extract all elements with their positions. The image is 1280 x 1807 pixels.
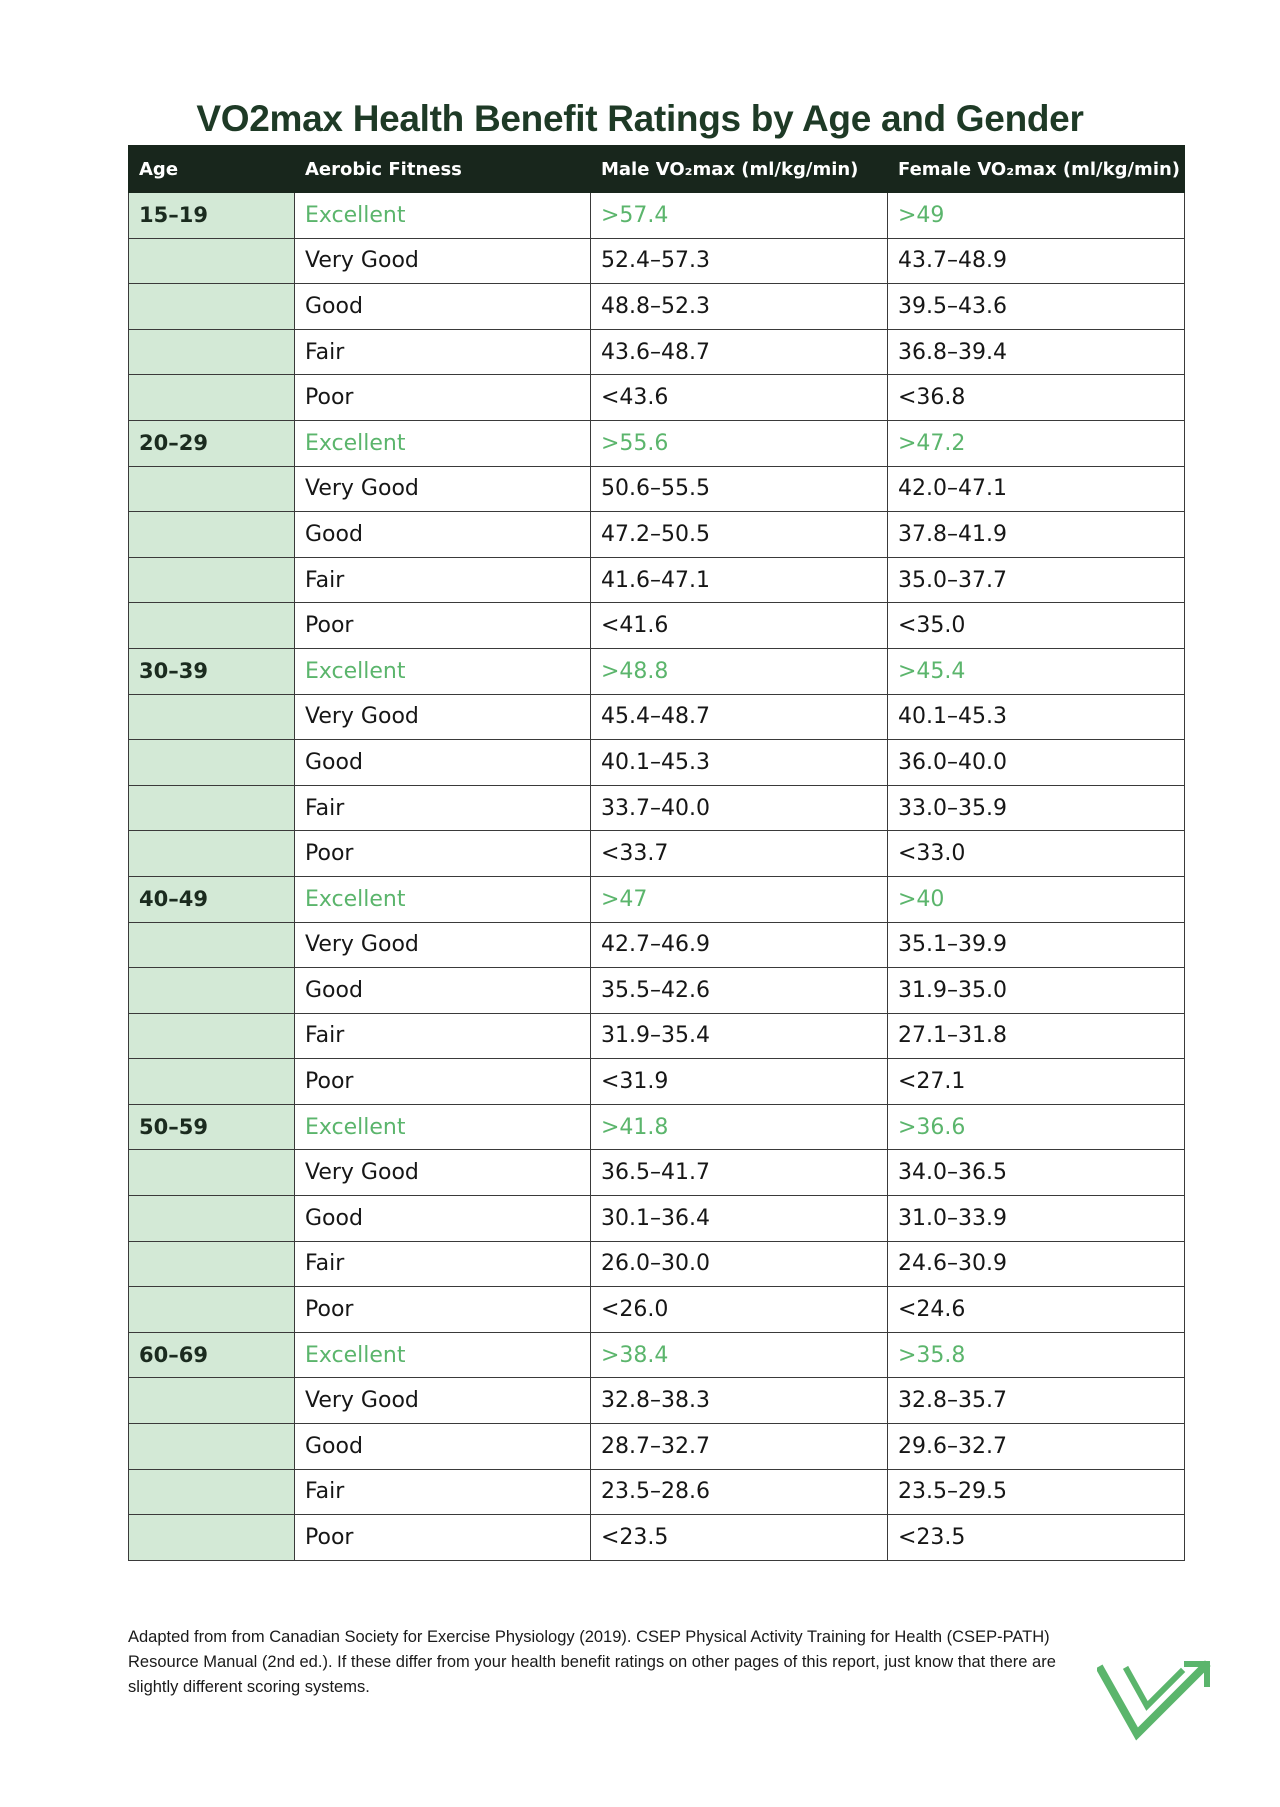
age-group-cell bbox=[129, 375, 295, 421]
age-group-cell bbox=[129, 238, 295, 284]
table-row bbox=[129, 648, 1185, 694]
fitness-rating-cell: Very Good bbox=[295, 238, 591, 284]
female-vo2max-cell: 35.1–39.9 bbox=[888, 922, 1185, 968]
female-vo2max-cell: 27.1–31.8 bbox=[888, 1013, 1185, 1059]
age-group-cell: 50–59 bbox=[129, 1104, 295, 1150]
male-vo2max-cell: <33.7 bbox=[591, 831, 888, 877]
age-group-cell: 30–39 bbox=[129, 648, 295, 694]
male-vo2max-cell: 23.5–28.6 bbox=[591, 1469, 888, 1515]
fitness-rating-cell: Good bbox=[295, 1196, 591, 1242]
table-row bbox=[129, 375, 1185, 421]
male-vo2max-cell: >48.8 bbox=[591, 648, 888, 694]
female-vo2max-cell: 33.0–35.9 bbox=[888, 785, 1185, 831]
fitness-rating-cell: Poor bbox=[295, 1515, 591, 1561]
male-vo2max-cell: >41.8 bbox=[591, 1104, 888, 1150]
male-vo2max-cell: 40.1–45.3 bbox=[591, 740, 888, 786]
page-title: VO2max Health Benefit Ratings by Age and Gender bbox=[196, 98, 1084, 139]
male-vo2max-cell: 31.9–35.4 bbox=[591, 1013, 888, 1059]
age-group-cell bbox=[129, 831, 295, 877]
fitness-rating-cell: Poor bbox=[295, 1287, 591, 1333]
male-vo2max-cell: 32.8–38.3 bbox=[591, 1378, 888, 1424]
age-group-cell bbox=[129, 603, 295, 649]
male-vo2max-cell: 41.6–47.1 bbox=[591, 557, 888, 603]
vo2max-ratings-table bbox=[128, 145, 1185, 1561]
female-vo2max-cell: >45.4 bbox=[888, 648, 1185, 694]
female-vo2max-cell: 36.0–40.0 bbox=[888, 740, 1185, 786]
fitness-rating-cell: Fair bbox=[295, 1013, 591, 1059]
table-row bbox=[129, 1013, 1185, 1059]
source-footnote: Adapted from from Canadian Society for Exercise Physiology (2019). CSEP Physical Activity Training for Health (CSEP-PATH) Resource Manual (2nd ed.). If these differ from your health benefit ratings on other pages of this report, just know that there are slightly different scoring systems. bbox=[128, 1628, 1056, 1696]
header-aerobic-fitness: Aerobic Fitness bbox=[295, 146, 591, 193]
age-group-cell bbox=[129, 1150, 295, 1196]
age-group-cell bbox=[129, 329, 295, 375]
table-row bbox=[129, 557, 1185, 603]
age-group-cell bbox=[129, 694, 295, 740]
header-age: Age bbox=[129, 146, 295, 193]
table-row bbox=[129, 1469, 1185, 1515]
male-vo2max-cell: <43.6 bbox=[591, 375, 888, 421]
female-vo2max-cell: 42.0–47.1 bbox=[888, 466, 1185, 512]
age-group-cell bbox=[129, 512, 295, 558]
table-row bbox=[129, 193, 1185, 239]
female-vo2max-cell: >47.2 bbox=[888, 420, 1185, 466]
male-vo2max-cell: <23.5 bbox=[591, 1515, 888, 1561]
fitness-rating-cell: Good bbox=[295, 740, 591, 786]
age-group-cell bbox=[129, 922, 295, 968]
table-row bbox=[129, 831, 1185, 877]
female-vo2max-cell: 35.0–37.7 bbox=[888, 557, 1185, 603]
table-row bbox=[129, 1196, 1185, 1242]
fitness-rating-cell: Very Good bbox=[295, 694, 591, 740]
female-vo2max-cell: 40.1–45.3 bbox=[888, 694, 1185, 740]
female-vo2max-cell: 24.6–30.9 bbox=[888, 1241, 1185, 1287]
table-header-row bbox=[129, 146, 1185, 193]
fitness-rating-cell: Fair bbox=[295, 785, 591, 831]
table-row bbox=[129, 1104, 1185, 1150]
table-row bbox=[129, 603, 1185, 649]
age-group-cell bbox=[129, 1378, 295, 1424]
female-vo2max-cell: <24.6 bbox=[888, 1287, 1185, 1333]
fitness-rating-cell: Good bbox=[295, 284, 591, 330]
male-vo2max-cell: 28.7–32.7 bbox=[591, 1424, 888, 1470]
age-group-cell bbox=[129, 785, 295, 831]
female-vo2max-cell: 32.8–35.7 bbox=[888, 1378, 1185, 1424]
age-group-cell bbox=[129, 740, 295, 786]
age-group-cell bbox=[129, 968, 295, 1014]
table-row bbox=[129, 1150, 1185, 1196]
female-vo2max-cell: >35.8 bbox=[888, 1332, 1185, 1378]
female-vo2max-cell: 29.6–32.7 bbox=[888, 1424, 1185, 1470]
female-vo2max-cell: 43.7–48.9 bbox=[888, 238, 1185, 284]
fitness-rating-cell: Excellent bbox=[295, 1332, 591, 1378]
female-vo2max-cell: 34.0–36.5 bbox=[888, 1150, 1185, 1196]
table-row bbox=[129, 466, 1185, 512]
fitness-rating-cell: Fair bbox=[295, 557, 591, 603]
fitness-rating-cell: Poor bbox=[295, 375, 591, 421]
male-vo2max-cell: >38.4 bbox=[591, 1332, 888, 1378]
female-vo2max-cell: <36.8 bbox=[888, 375, 1185, 421]
table-row bbox=[129, 1059, 1185, 1105]
age-group-cell bbox=[129, 284, 295, 330]
table-row bbox=[129, 1378, 1185, 1424]
female-vo2max-cell: 36.8–39.4 bbox=[888, 329, 1185, 375]
age-group-cell: 15–19 bbox=[129, 193, 295, 239]
fitness-rating-cell: Good bbox=[295, 1424, 591, 1470]
male-vo2max-cell: <31.9 bbox=[591, 1059, 888, 1105]
female-vo2max-cell: 31.9–35.0 bbox=[888, 968, 1185, 1014]
table-row bbox=[129, 1332, 1185, 1378]
brand-v-logo-icon bbox=[1097, 1660, 1213, 1742]
table-row bbox=[129, 694, 1185, 740]
header-male-vo2max: Male VO₂max (ml/kg/min) bbox=[591, 146, 888, 193]
table-body bbox=[129, 193, 1185, 1561]
fitness-rating-cell: Very Good bbox=[295, 1150, 591, 1196]
age-group-cell bbox=[129, 466, 295, 512]
male-vo2max-cell: 48.8–52.3 bbox=[591, 284, 888, 330]
fitness-rating-cell: Fair bbox=[295, 329, 591, 375]
table-row bbox=[129, 238, 1185, 284]
male-vo2max-cell: 33.7–40.0 bbox=[591, 785, 888, 831]
male-vo2max-cell: <41.6 bbox=[591, 603, 888, 649]
male-vo2max-cell: >55.6 bbox=[591, 420, 888, 466]
male-vo2max-cell: 50.6–55.5 bbox=[591, 466, 888, 512]
male-vo2max-cell: 30.1–36.4 bbox=[591, 1196, 888, 1242]
table-row bbox=[129, 512, 1185, 558]
male-vo2max-cell: 26.0–30.0 bbox=[591, 1241, 888, 1287]
age-group-cell bbox=[129, 1424, 295, 1470]
fitness-rating-cell: Very Good bbox=[295, 1378, 591, 1424]
fitness-rating-cell: Excellent bbox=[295, 876, 591, 922]
table-row bbox=[129, 740, 1185, 786]
header-female-vo2max: Female VO₂max (ml/kg/min) bbox=[888, 146, 1185, 193]
table-row bbox=[129, 284, 1185, 330]
female-vo2max-cell: <33.0 bbox=[888, 831, 1185, 877]
age-group-cell bbox=[129, 557, 295, 603]
age-group-cell bbox=[129, 1515, 295, 1561]
male-vo2max-cell: >47 bbox=[591, 876, 888, 922]
table-row bbox=[129, 968, 1185, 1014]
male-vo2max-cell: >57.4 bbox=[591, 193, 888, 239]
fitness-rating-cell: Poor bbox=[295, 603, 591, 649]
female-vo2max-cell: 37.8–41.9 bbox=[888, 512, 1185, 558]
age-group-cell bbox=[129, 1013, 295, 1059]
fitness-rating-cell: Excellent bbox=[295, 420, 591, 466]
age-group-cell bbox=[129, 1059, 295, 1105]
female-vo2max-cell: <23.5 bbox=[888, 1515, 1185, 1561]
fitness-rating-cell: Very Good bbox=[295, 466, 591, 512]
age-group-cell: 20–29 bbox=[129, 420, 295, 466]
age-group-cell: 40–49 bbox=[129, 876, 295, 922]
table-row bbox=[129, 876, 1185, 922]
table-row bbox=[129, 1287, 1185, 1333]
age-group-cell bbox=[129, 1196, 295, 1242]
table-row bbox=[129, 420, 1185, 466]
table-row bbox=[129, 785, 1185, 831]
table-row bbox=[129, 1424, 1185, 1470]
age-group-cell bbox=[129, 1241, 295, 1287]
fitness-rating-cell: Very Good bbox=[295, 922, 591, 968]
fitness-rating-cell: Excellent bbox=[295, 648, 591, 694]
female-vo2max-cell: 23.5–29.5 bbox=[888, 1469, 1185, 1515]
male-vo2max-cell: 36.5–41.7 bbox=[591, 1150, 888, 1196]
table-row bbox=[129, 922, 1185, 968]
male-vo2max-cell: 52.4–57.3 bbox=[591, 238, 888, 284]
male-vo2max-cell: 35.5–42.6 bbox=[591, 968, 888, 1014]
fitness-rating-cell: Poor bbox=[295, 1059, 591, 1105]
fitness-rating-cell: Fair bbox=[295, 1469, 591, 1515]
female-vo2max-cell: <35.0 bbox=[888, 603, 1185, 649]
fitness-rating-cell: Excellent bbox=[295, 1104, 591, 1150]
age-group-cell bbox=[129, 1469, 295, 1515]
male-vo2max-cell: 42.7–46.9 bbox=[591, 922, 888, 968]
fitness-rating-cell: Excellent bbox=[295, 193, 591, 239]
female-vo2max-cell: <27.1 bbox=[888, 1059, 1185, 1105]
female-vo2max-cell: 39.5–43.6 bbox=[888, 284, 1185, 330]
male-vo2max-cell: <26.0 bbox=[591, 1287, 888, 1333]
fitness-rating-cell: Good bbox=[295, 512, 591, 558]
fitness-rating-cell: Poor bbox=[295, 831, 591, 877]
male-vo2max-cell: 47.2–50.5 bbox=[591, 512, 888, 558]
female-vo2max-cell: >49 bbox=[888, 193, 1185, 239]
table-row bbox=[129, 1515, 1185, 1561]
age-group-cell: 60–69 bbox=[129, 1332, 295, 1378]
female-vo2max-cell: >40 bbox=[888, 876, 1185, 922]
table-row bbox=[129, 329, 1185, 375]
fitness-rating-cell: Good bbox=[295, 968, 591, 1014]
age-group-cell bbox=[129, 1287, 295, 1333]
fitness-rating-cell: Fair bbox=[295, 1241, 591, 1287]
female-vo2max-cell: >36.6 bbox=[888, 1104, 1185, 1150]
male-vo2max-cell: 43.6–48.7 bbox=[591, 329, 888, 375]
female-vo2max-cell: 31.0–33.9 bbox=[888, 1196, 1185, 1242]
table-row bbox=[129, 1241, 1185, 1287]
male-vo2max-cell: 45.4–48.7 bbox=[591, 694, 888, 740]
